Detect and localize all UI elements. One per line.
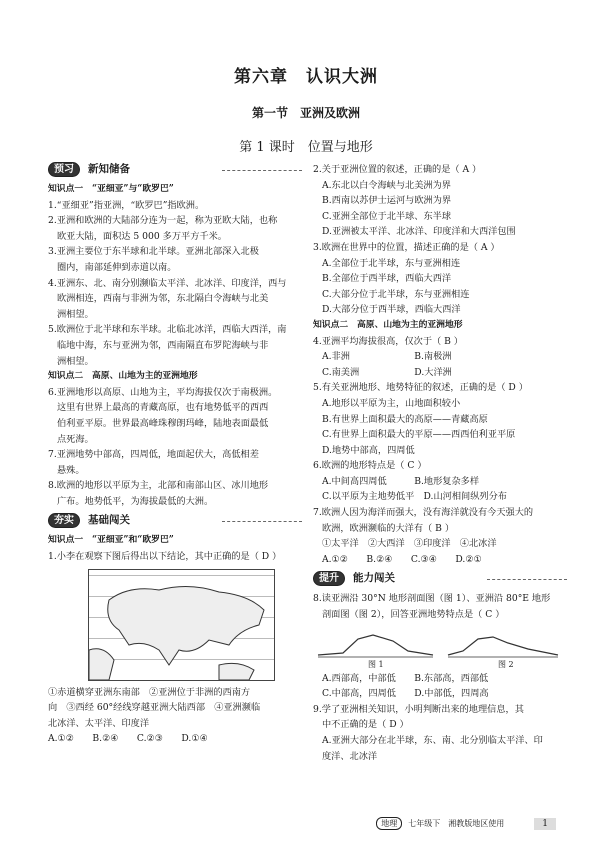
ability-tag: 提升 (313, 571, 345, 586)
option: C.以平原为主地势低平 D.山河相间纵列分布 (322, 491, 507, 503)
figure-label: 图 2 (498, 659, 514, 669)
divider (222, 170, 302, 174)
option: B.西南以苏伊士运河与欧洲为界 (322, 195, 452, 207)
knowledge-point: 知识点二 高原、山地为主的亚洲地形 (313, 319, 463, 330)
ability-title: 能力闯关 (353, 572, 395, 585)
option: D.地势中部高，四周低 (322, 444, 415, 456)
option: C.亚洲全部位于北半球、东半球 (322, 210, 452, 222)
subject-logo: 地理 (376, 817, 402, 830)
question-text: 这里有世界上最高的青藏高原，也有地势低平的西西 (57, 402, 269, 414)
question-text: 4.亚洲东、北、南分别濒临太平洋、北冰洋、印度洋，西与 (48, 277, 287, 289)
question-text: 1.“亚细亚”指亚洲，“欧罗巴”指欧洲。 (48, 199, 205, 211)
left-column (48, 162, 302, 747)
answer-choices: A.①② B.②④ C.②③ D.①④ (48, 733, 208, 745)
question-text: 欧洲，欧洲濒临的大洋有（ B ） (322, 522, 455, 534)
question-text: 5.欧洲位于北半球和东半球。北临北冰洋，西临大西洋，南 (48, 324, 287, 336)
option: B.有世界上面积最大的高原——青藏高原 (322, 413, 488, 425)
option: A.非洲 B.南极洲 (322, 351, 452, 363)
basic-title: 基础闯关 (88, 514, 130, 527)
question-text: 伯利亚平原。世界最高峰珠穆朗玛峰，陆地表面最低 (57, 417, 269, 429)
question-text: 6.欧洲的地形特点是（ C ） (313, 460, 427, 472)
preview-title: 新知储备 (88, 163, 130, 175)
option: C.中部高，四周低 D.中部低，四周高 (322, 688, 489, 700)
terrain-profile-icon (313, 625, 567, 667)
question-text: 1.小李在观察下图后得出以下结论，其中正确的是（ D ） (48, 551, 282, 563)
question-text: 临地中海，东与亚洲为邻，西南隔直布罗陀海峡与非 (57, 339, 269, 351)
option: D.大部分位于西半球，西临大西洋 (322, 304, 461, 316)
question-text: 9.学了亚洲相关知识，小明判断出来的地理信息，其 (313, 703, 524, 715)
grade-label: 七年级下 湘教版地区使用 (408, 819, 505, 828)
ability-bar (313, 571, 567, 588)
question-text: 欧洲相连，西南与非洲为邻，东北隔白令海峡与北美 (57, 293, 269, 305)
option: D.亚洲被太平洋、北冰洋、印度洋和大西洋包围 (322, 226, 516, 238)
option: A.亚洲大部分在北半球，东、南、北分别临太平洋、印 (322, 735, 543, 746)
page-footer (376, 817, 556, 830)
divider (487, 579, 567, 583)
option-line: 北冰洋、太平洋、印度洋 (48, 717, 150, 729)
option: C.有世界上面积最大的平原——西西伯利亚平原 (322, 429, 516, 441)
question-text: 圈内，南部延伸到赤道以南。 (57, 261, 177, 273)
asia-map (88, 569, 275, 681)
question-text: 7.欧洲人因为海洋而强大，没有海洋就没有今天强大的 (313, 507, 534, 519)
divider (222, 521, 302, 525)
option-line: 向 ③西经 60°经线穿越亚洲大陆西部 ④亚洲濒临 (48, 702, 261, 714)
question-text: 3.亚洲主要位于东半球和北半球。亚洲北部深入北极 (48, 246, 259, 258)
option: B.全部位于西半球，西临大西洋 (322, 273, 452, 285)
question-text: 点死海。 (57, 433, 94, 445)
question-text: 8.欧洲的地形以平原为主，北部和南部山区、冰川地形 (48, 480, 269, 492)
option: ①太平洋 ②大西洋 ③印度洋 ④北冰洋 (322, 538, 497, 550)
section-title: 第一节 亚洲及欧洲 (251, 106, 360, 120)
question-text: 7.亚洲地势中部高，四周低，地面起伏大，高低相差 (48, 449, 259, 461)
lesson-title: 第 1 课时 位置与地形 (239, 140, 373, 155)
basic-bar (48, 513, 302, 530)
right-column (313, 162, 567, 764)
question-text: 8.读亚洲沿 30°N 地形剖面图（图 1）、亚洲沿 80°E 地形 (313, 593, 551, 605)
preview-bar (48, 162, 302, 179)
option: C.大部分位于北半球，东与亚洲相连 (322, 288, 470, 300)
knowledge-point: 知识点一 “亚细亚”和“欧罗巴” (48, 535, 174, 546)
question-text: 洲相望。 (57, 355, 94, 367)
option: A.中间高四周低 B.地形复杂多样 (322, 475, 480, 487)
option: A.东北以白令海峡与北美洲为界 (322, 179, 451, 191)
question-text: 2.关于亚洲位置的叙述，正确的是（ A ） (313, 164, 482, 175)
terrain-profiles (313, 625, 567, 667)
page-number: 1 (534, 818, 556, 830)
knowledge-point: 知识点二 高原、山地为主的亚洲地形 (48, 371, 198, 382)
option-line: ①赤道横穿亚洲东南部 ②亚洲位于非洲的西南方 (48, 686, 251, 698)
question-text: 4.亚洲平均海拔很高，仅次于（ B ） (313, 335, 463, 347)
option: A.西部高，中部低 B.东部高，西部低 (322, 672, 489, 684)
question-text: 广布。地势低平，为海拔最低的大洲。 (57, 495, 214, 507)
question-text: 3.欧洲在世界中的位置，描述正确的是（ A ） (313, 241, 500, 253)
question-text: 中不正确的是（ D ） (322, 719, 409, 731)
preview-tag: 预习 (48, 162, 80, 177)
map-outline-icon (89, 570, 274, 680)
question-text: 悬殊。 (57, 464, 85, 476)
question-text: 2.亚洲和欧洲的大陆部分连为一起，称为亚欧大陆，也称 (48, 215, 278, 227)
question-text: 洲相望。 (57, 308, 94, 320)
option: C.南美洲 D.大洋洲 (322, 366, 452, 378)
option: A.地形以平原为主，山地面积较小 (322, 397, 461, 409)
option: A.全部位于北半球，东与亚洲相连 (322, 257, 461, 269)
question-text: 5.有关亚洲地形、地势特征的叙述，正确的是（ D ） (313, 382, 528, 394)
question-text: 剖面图（图 2），回答亚洲地势特点是（ C ） (322, 609, 505, 621)
option: 度洋、北冰洋 (322, 750, 378, 762)
basic-tag: 夯实 (48, 513, 80, 528)
knowledge-point: 知识点一 “亚细亚”与“欧罗巴” (48, 184, 174, 194)
question-text: 6.亚洲地形以高原、山地为主，平均海拔仅次于南极洲。 (48, 386, 278, 398)
figure-label: 图 1 (368, 659, 384, 669)
question-text: 欧亚大陆，面积达 5 000 多万平方千米。 (57, 230, 227, 242)
chapter-title: 第六章 认识大洲 (234, 67, 378, 87)
option: A.①② B.②④ C.③④ D.②① (322, 553, 482, 565)
